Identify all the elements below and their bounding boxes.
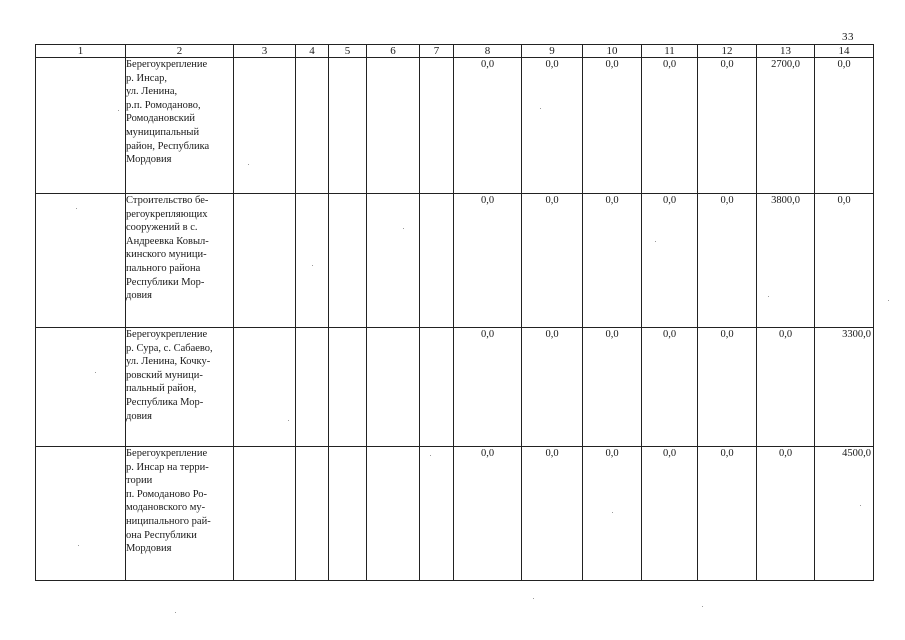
empty-cell <box>420 328 454 447</box>
value-cell: 0,0 <box>642 58 698 194</box>
empty-cell <box>234 58 296 194</box>
empty-cell <box>36 194 126 328</box>
table-row <box>36 447 874 581</box>
empty-cell <box>234 328 296 447</box>
value-cell: 0,0 <box>522 58 583 194</box>
value-cell: 4500,0 <box>815 447 874 581</box>
column-header: 1 <box>36 45 126 58</box>
empty-cell <box>329 447 367 581</box>
empty-cell <box>367 58 420 194</box>
column-header: 14 <box>815 45 874 58</box>
column-header: 6 <box>367 45 420 58</box>
column-header: 5 <box>329 45 367 58</box>
value-cell: 0,0 <box>522 194 583 328</box>
value-cell: 0,0 <box>522 447 583 581</box>
value-cell: 0,0 <box>698 447 757 581</box>
value-cell: 0,0 <box>815 194 874 328</box>
empty-cell <box>329 58 367 194</box>
empty-cell <box>329 328 367 447</box>
column-header: 11 <box>642 45 698 58</box>
empty-cell <box>296 194 329 328</box>
value-cell: 0,0 <box>454 194 522 328</box>
project-description: Строительство бе- регоукрепляющих сооружений в с. Андреевка Ковыл- кинского муници- пального района Республики Мор- довия <box>126 194 234 328</box>
value-cell: 3300,0 <box>815 328 874 447</box>
project-description: Берегоукрепление р. Инсар на терри- тории п. Ромоданово Ро- модановского му- ниципального рай- она Республики Мордовия <box>126 447 234 581</box>
empty-cell <box>367 194 420 328</box>
empty-cell <box>296 328 329 447</box>
empty-cell <box>36 328 126 447</box>
column-header: 2 <box>126 45 234 58</box>
column-header: 10 <box>583 45 642 58</box>
value-cell: 0,0 <box>583 328 642 447</box>
project-description: Берегоукрепление р. Инсар, ул. Ленина, р.п. Ромоданово, Ромодановский муниципальный район, Республика Мордовия <box>126 58 234 194</box>
column-header: 13 <box>757 45 815 58</box>
value-cell: 0,0 <box>454 328 522 447</box>
empty-cell <box>234 194 296 328</box>
value-cell: 0,0 <box>642 194 698 328</box>
value-cell: 0,0 <box>583 194 642 328</box>
empty-cell <box>367 328 420 447</box>
empty-cell <box>420 58 454 194</box>
value-cell: 0,0 <box>522 328 583 447</box>
value-cell: 0,0 <box>698 58 757 194</box>
column-header: 3 <box>234 45 296 58</box>
column-header: 12 <box>698 45 757 58</box>
page-number: 33 <box>842 31 854 43</box>
value-cell: 2700,0 <box>757 58 815 194</box>
budget-table <box>35 44 874 581</box>
table-row <box>36 58 874 194</box>
value-cell: 0,0 <box>583 447 642 581</box>
empty-cell <box>420 194 454 328</box>
value-cell: 0,0 <box>454 447 522 581</box>
empty-cell <box>367 447 420 581</box>
column-header: 9 <box>522 45 583 58</box>
project-description: Берегоукрепление р. Сура, с. Сабаево, ул. Ленина, Кочку- ровский муници- пальный район, Республика Мор- довия <box>126 328 234 447</box>
empty-cell <box>329 194 367 328</box>
value-cell: 0,0 <box>698 328 757 447</box>
empty-cell <box>296 58 329 194</box>
value-cell: 3800,0 <box>757 194 815 328</box>
value-cell: 0,0 <box>757 447 815 581</box>
column-header: 8 <box>454 45 522 58</box>
value-cell: 0,0 <box>698 194 757 328</box>
table-row <box>36 328 874 447</box>
value-cell: 0,0 <box>642 447 698 581</box>
empty-cell <box>296 447 329 581</box>
value-cell: 0,0 <box>757 328 815 447</box>
value-cell: 0,0 <box>583 58 642 194</box>
empty-cell <box>36 58 126 194</box>
value-cell: 0,0 <box>454 58 522 194</box>
table-row <box>36 194 874 328</box>
empty-cell <box>234 447 296 581</box>
header-row <box>36 45 874 58</box>
empty-cell <box>36 447 126 581</box>
value-cell: 0,0 <box>815 58 874 194</box>
empty-cell <box>420 447 454 581</box>
value-cell: 0,0 <box>642 328 698 447</box>
column-header: 4 <box>296 45 329 58</box>
column-header: 7 <box>420 45 454 58</box>
